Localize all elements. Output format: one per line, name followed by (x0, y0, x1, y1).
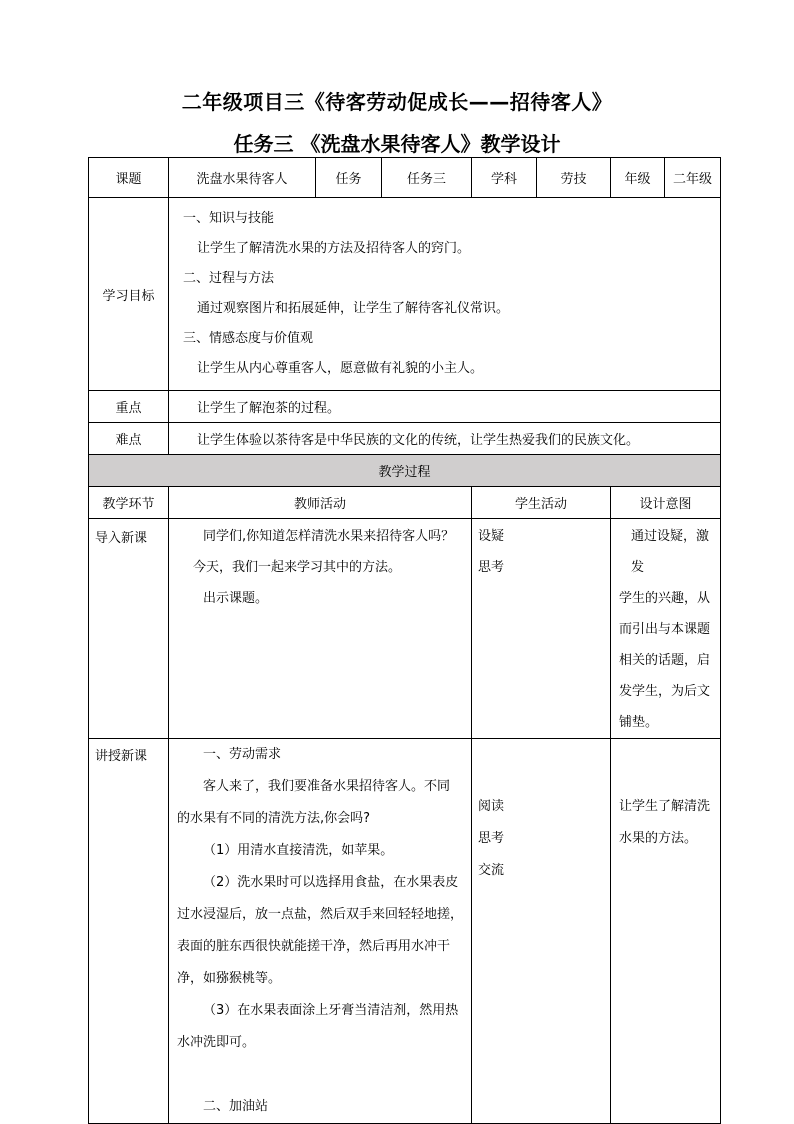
intro-intent-line: 学生的兴趣，从 (619, 591, 711, 606)
new-lesson-teacher-line: 净，如猕猴桃等。 (177, 971, 282, 986)
intro-intent-line: 通过设疑，激发 (631, 529, 710, 575)
document-subtitle: 任务三 《洗盘水果待客人》教学设计 (233, 132, 561, 156)
column-intent: 设计意图 (611, 487, 721, 519)
new-lesson-teacher-line: 的水果有不同的清洗方法,你会吗? (177, 811, 371, 826)
new-lesson-teacher-line: 过水浸湿后，放一点盐，然后双手来回轻轻地搓， (177, 907, 464, 922)
difficulty-text: 让学生体验以茶待客是中华民族的文化的传统，让学生热爱我们的民族文化。 (169, 423, 721, 455)
goals-label: 学习目标 (89, 198, 169, 391)
key-point-text: 让学生了解泡茶的过程。 (169, 391, 721, 423)
intro-student (472, 519, 611, 739)
new-lesson-stage: 讲授新课 (89, 739, 169, 1124)
topic-value: 洗盘水果待客人 (169, 158, 316, 198)
intro-teacher-line: 今天，我们一起来学习其中的方法。 (193, 560, 402, 575)
intro-row (89, 519, 721, 739)
column-stage: 教学环节 (89, 487, 169, 519)
process-columns-row (89, 487, 721, 519)
header-row (89, 158, 721, 198)
intro-student-line: 设疑 (478, 529, 505, 544)
new-lesson-teacher (169, 739, 472, 1124)
new-lesson-intent-line: 让学生了解清洗 (619, 799, 711, 814)
intro-teacher-line: 同学们,你知道怎样清洗水果来招待客人吗？ (203, 529, 455, 544)
process-heading: 教学过程 (89, 455, 721, 487)
new-lesson-teacher-line: 一、劳动需求 (203, 747, 282, 762)
topic-label: 课题 (89, 158, 169, 198)
new-lesson-student-line: 思考 (478, 831, 505, 846)
column-student: 学生活动 (472, 487, 611, 519)
column-teacher: 教师活动 (169, 487, 472, 519)
subject-value: 劳技 (537, 158, 611, 198)
goal-heading: 三、情感态度与价值观 (183, 331, 314, 346)
new-lesson-student-line: 阅读 (478, 799, 505, 814)
key-point-row (89, 391, 721, 423)
intro-intent-line: 铺垫。 (619, 715, 659, 730)
intro-intent-line: 而引出与本课题 (619, 622, 711, 637)
new-lesson-intent (611, 739, 721, 1124)
new-lesson-intent-line: 水果的方法。 (619, 831, 698, 846)
goal-text: 让学生了解清洗水果的方法及招待客人的窍门。 (197, 241, 471, 256)
goal-text: 通过观察图片和拓展延伸，让学生了解待客礼仪常识。 (197, 301, 510, 316)
task-value: 任务三 (382, 158, 472, 198)
intro-intent (611, 519, 721, 739)
new-lesson-teacher-line: 水冲洗即可。 (177, 1035, 256, 1050)
new-lesson-teacher-line: 表面的脏东西很快就能搓干净，然后再用水冲干 (177, 939, 451, 954)
new-lesson-student (472, 739, 611, 1124)
difficulty-label: 难点 (89, 423, 169, 455)
intro-intent-line: 发学生，为后文 (619, 684, 711, 699)
goal-heading: 一、知识与技能 (183, 211, 275, 226)
key-point-label: 重点 (89, 391, 169, 423)
new-lesson-teacher-line: （3）在水果表面涂上牙膏当清洁剂，然用热 (203, 1003, 459, 1018)
intro-stage: 导入新课 (89, 519, 169, 739)
new-lesson-teacher-line: 客人来了，我们要准备水果招待客人。不同 (203, 779, 451, 794)
grade-label: 年级 (611, 158, 665, 198)
lesson-plan-table (88, 157, 721, 1124)
new-lesson-teacher-line: （1）用清水直接清洗，如苹果。 (203, 843, 394, 858)
goal-text: 让学生从内心尊重客人，愿意做有礼貌的小主人。 (197, 361, 484, 376)
process-heading-row (89, 455, 721, 487)
new-lesson-teacher-line: （2）洗水果时可以选择用食盐，在水果表皮 (203, 875, 459, 890)
new-lesson-row (89, 739, 721, 1124)
goal-heading: 二、过程与方法 (183, 271, 275, 286)
difficulty-row (89, 423, 721, 455)
goals-content (169, 198, 721, 391)
intro-intent-line: 相关的话题，启 (619, 653, 711, 668)
intro-student-line: 思考 (478, 560, 505, 575)
new-lesson-teacher-line: 二、加油站 (203, 1099, 269, 1114)
grade-value: 二年级 (665, 158, 721, 198)
document-title: 二年级项目三《待客劳动促成长——招待客人》 (181, 90, 613, 114)
intro-teacher-line: 出示课题。 (203, 591, 269, 606)
goals-row (89, 198, 721, 391)
new-lesson-teacher-line (177, 1059, 467, 1091)
new-lesson-student-line: 交流 (478, 863, 505, 878)
subject-label: 学科 (472, 158, 537, 198)
task-label: 任务 (316, 158, 382, 198)
intro-teacher (169, 519, 472, 739)
